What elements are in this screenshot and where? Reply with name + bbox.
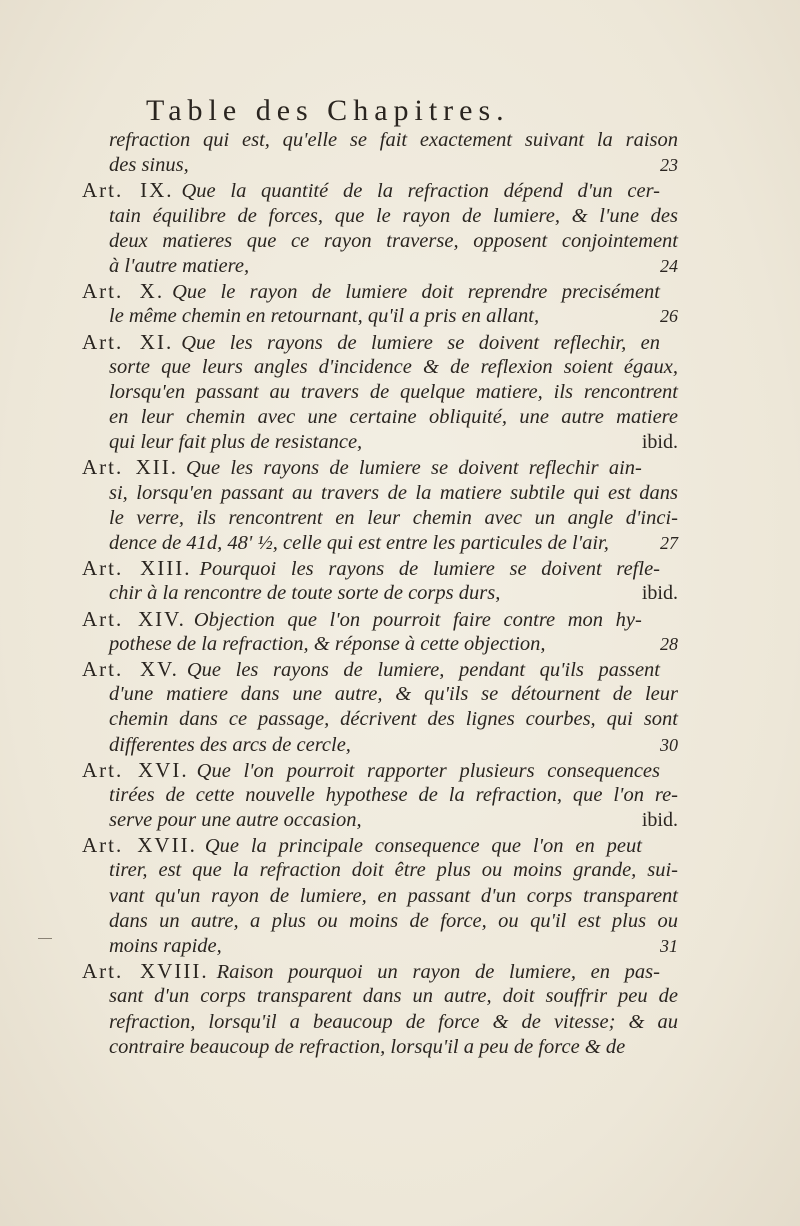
toc-line-text: lorsqu'en passant au travers de quelque matiere, ils rencontrent <box>109 380 678 403</box>
toc-line-text: serve pour une autre occasion, <box>109 809 362 832</box>
toc-line-text: Raison pourquoi un rayon de lumiere, en pas- <box>216 961 660 984</box>
toc-entry <box>82 959 678 1060</box>
toc-line-text: tirées de cette nouvelle hypothese de la refraction, que l'on re- <box>109 783 678 806</box>
toc-line-text: differentes des arcs de cercle, <box>109 733 351 756</box>
toc-line-text: pothese de la refraction, & réponse à cette objection, <box>109 632 546 655</box>
toc-line <box>82 506 678 531</box>
toc-line <box>82 531 678 556</box>
toc-line <box>82 178 678 203</box>
toc-line <box>82 455 678 480</box>
toc-line <box>82 984 678 1009</box>
page-reference: ibid. <box>641 582 678 605</box>
article-label: Art. XVIII. <box>82 959 209 984</box>
toc-line <box>82 1035 678 1060</box>
toc-entry <box>82 128 678 178</box>
toc-line <box>82 607 678 632</box>
toc-entry <box>82 279 678 329</box>
toc-line <box>82 858 678 883</box>
toc-line-text: qui leur fait plus de resistance, <box>109 431 363 454</box>
toc-line-text: Que la principale consequence que l'on en peut <box>204 835 642 858</box>
toc-line-text: tirer, est que la refraction doit être plus ou moins grande, sui- <box>109 859 678 882</box>
toc-line-text: tain équilibre de forces, que le rayon de lumiere, & l'une des <box>109 204 678 227</box>
toc-line-text: le même chemin en retournant, qu'il a pris en allant, <box>109 305 540 328</box>
toc-line-text: chemin dans ce passage, décrivent des lignes courbes, qui sont <box>109 708 678 731</box>
toc-entry <box>82 607 678 657</box>
toc-line-text: le verre, ils rencontrent en leur chemin avec un angle d'inci- <box>109 506 678 529</box>
page-reference: 31 <box>660 936 678 956</box>
toc-line-text: contraire beaucoup de refraction, lorsqu'il a peu de force & de <box>109 1035 626 1058</box>
toc-line <box>82 556 678 581</box>
toc-line-text: Que la quantité de la refraction dépend d'un cer- <box>181 180 660 203</box>
toc-line-text: Objection que l'on pourroit faire contre mon hy- <box>193 608 642 631</box>
toc-line-text: en leur chemin avec une certaine obliquité, une autre matiere <box>109 406 678 429</box>
toc-line <box>82 1010 678 1035</box>
toc-line-text: dans un autre, a plus ou moins de force, ou qu'il est plus ou <box>109 909 678 932</box>
toc-entry <box>82 178 678 279</box>
toc-line-text: sant d'un corps transparent dans un autre, doit souffrir peu de <box>109 985 678 1008</box>
toc-line <box>82 355 678 380</box>
toc-line <box>82 959 678 984</box>
toc-line <box>82 481 678 506</box>
table-of-contents <box>82 128 678 1060</box>
article-label: Art. XIII. <box>82 556 192 581</box>
toc-line <box>82 707 678 732</box>
toc-line <box>82 657 678 682</box>
toc-line-text: refraction, lorsqu'il a beaucoup de force & de vitesse; & au <box>109 1010 678 1033</box>
toc-line <box>82 430 678 455</box>
page-reference: ibid. <box>641 809 678 832</box>
toc-line <box>82 581 678 606</box>
toc-line <box>82 934 678 959</box>
toc-line <box>82 909 678 934</box>
article-label: Art. XVII. <box>82 833 197 858</box>
article-label: Art. XII. <box>82 455 178 480</box>
toc-line <box>82 682 678 707</box>
toc-line <box>82 733 678 758</box>
toc-line-text: moins rapide, <box>109 935 222 957</box>
toc-line <box>82 204 678 229</box>
toc-line-text: refraction qui est, qu'elle se fait exactement suivant la raison <box>109 129 678 151</box>
toc-entry <box>82 455 678 556</box>
toc-line-text: Que l'on pourroit rapporter plusieurs consequences <box>196 759 660 782</box>
toc-entry <box>82 657 678 758</box>
toc-entry <box>82 833 678 959</box>
toc-line <box>82 380 678 405</box>
toc-line-text: Pourquoi les rayons de lumiere se doivent refle- <box>199 558 660 581</box>
page-reference: 23 <box>660 155 678 176</box>
toc-line-text: deux matieres que ce rayon traverse, opposent conjointement <box>109 229 678 252</box>
page-reference: 24 <box>660 255 678 276</box>
toc-entry <box>82 758 678 834</box>
toc-entry <box>82 330 678 456</box>
article-label: Art. XI. <box>82 329 174 354</box>
article-label: Art. X. <box>82 279 165 304</box>
toc-line <box>82 884 678 909</box>
toc-line <box>82 405 678 430</box>
toc-line-text: des sinus, <box>109 154 189 177</box>
toc-line-text: sorte que leurs angles d'incidence & de reflexion soient égaux, <box>109 355 678 378</box>
toc-line-text: d'une matiere dans une autre, & qu'ils se détournent de leur <box>109 683 678 706</box>
toc-line <box>82 254 678 279</box>
toc-line-text: Que les rayons de lumiere se doivent reflechir ain- <box>185 457 642 480</box>
toc-line-text: dence de 41d, 48' ½, celle qui est entre les particules de l'air, <box>109 532 609 554</box>
toc-line <box>82 304 678 329</box>
toc-line-text: Que le rayon de lumiere doit reprendre precisément <box>172 281 660 304</box>
toc-line-text: Que les rayons de lumiere se doivent reflechir, en <box>181 331 660 354</box>
toc-line <box>82 128 678 153</box>
page-reference: ibid. <box>641 431 678 454</box>
toc-line <box>82 758 678 783</box>
margin-mark <box>38 938 52 939</box>
article-label: Art. IX. <box>82 178 174 203</box>
article-label: Art. XV. <box>82 656 179 681</box>
page-reference: 26 <box>660 306 678 327</box>
page-reference: 27 <box>660 533 678 553</box>
article-label: Art. XIV. <box>82 606 186 631</box>
toc-line <box>82 632 678 657</box>
running-header: Table des Chapitres. <box>146 94 510 127</box>
page-reference: 28 <box>660 633 678 654</box>
toc-line-text: si, lorsqu'en passant au travers de la matiere subtile qui est dans <box>109 481 678 504</box>
toc-line <box>82 808 678 833</box>
page-reference: 30 <box>660 734 678 755</box>
toc-line <box>82 229 678 254</box>
toc-line <box>82 279 678 304</box>
toc-line-text: Que les rayons de lumiere, pendant qu'ils passent <box>186 658 660 681</box>
toc-line <box>82 330 678 355</box>
toc-line <box>82 153 678 178</box>
toc-line-text: à l'autre matiere, <box>109 254 250 277</box>
toc-line <box>82 783 678 808</box>
toc-line <box>82 833 678 858</box>
toc-entry <box>82 556 678 606</box>
toc-line-text: vant qu'un rayon de lumiere, en passant d'un corps transparent <box>109 884 678 907</box>
article-label: Art. XVI. <box>82 757 189 782</box>
toc-line-text: chir à la rencontre de toute sorte de corps durs, <box>109 582 501 605</box>
